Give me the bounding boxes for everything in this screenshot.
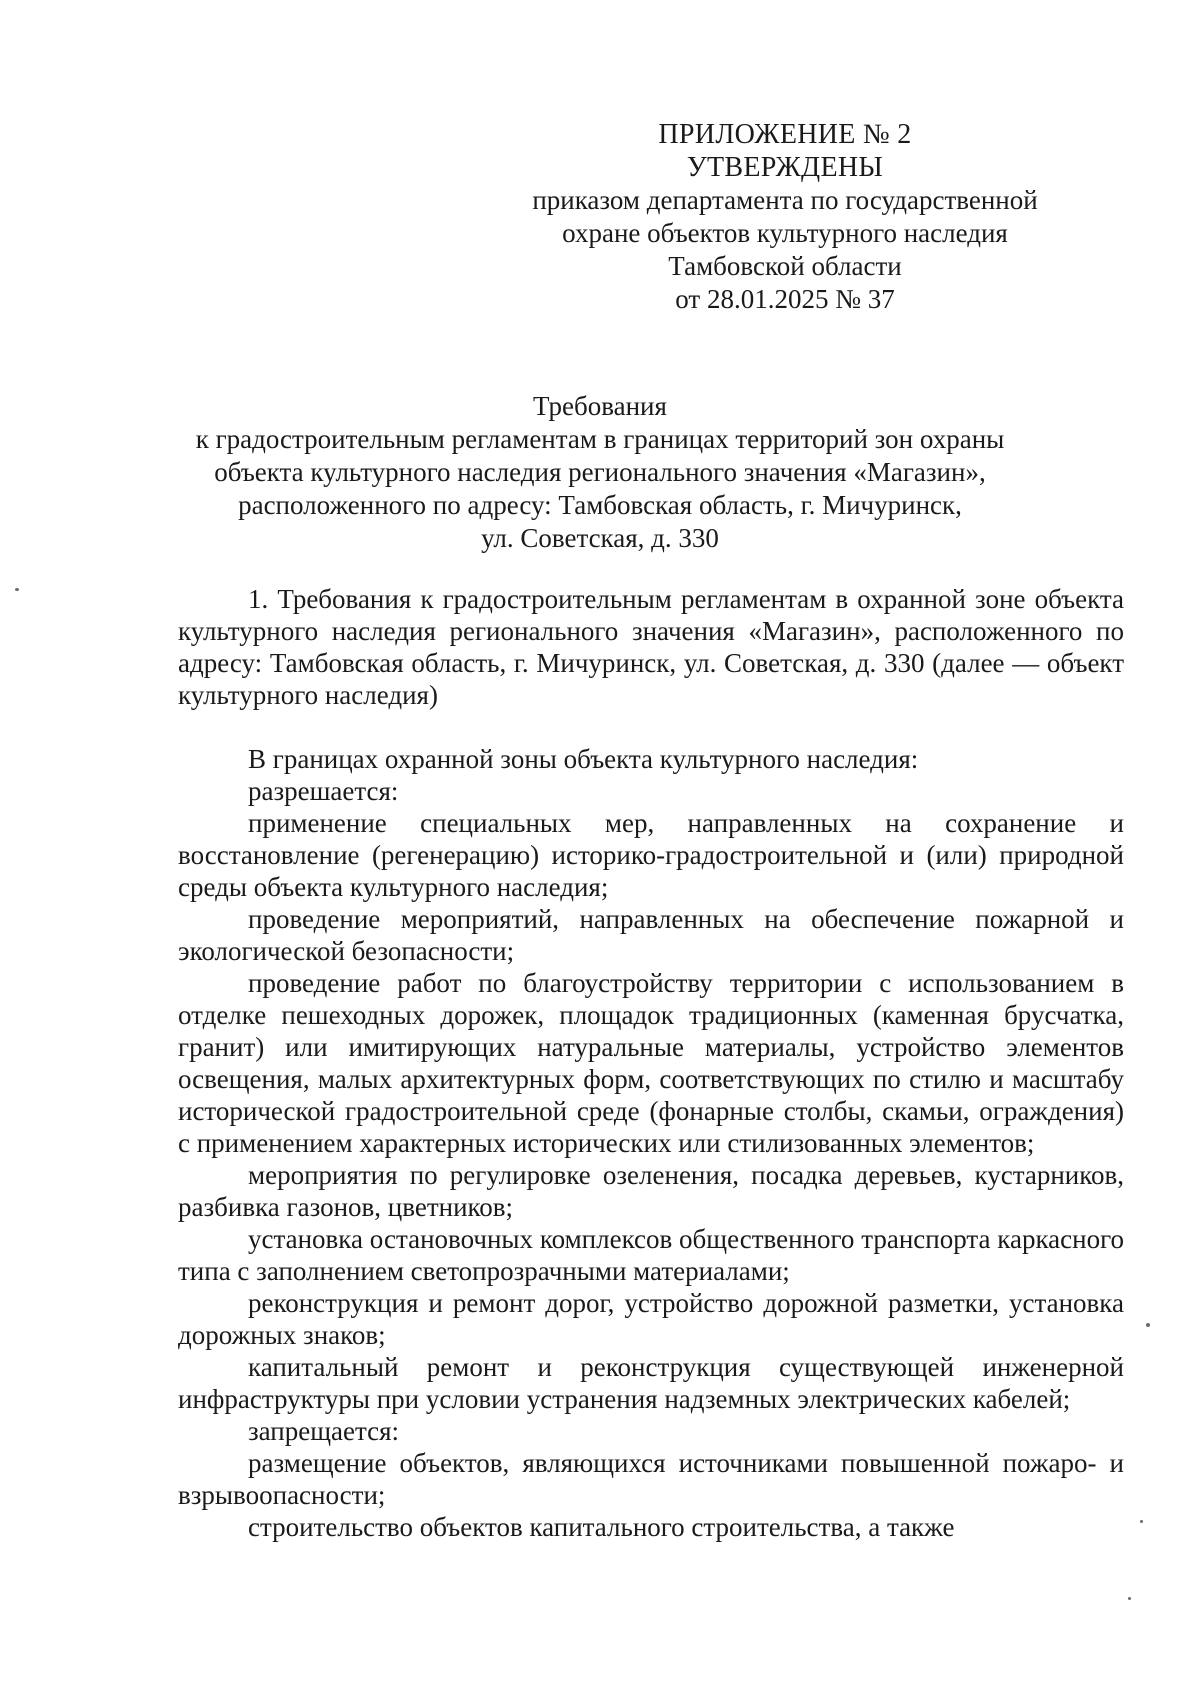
allowed-item: проведение работ по благоустройству территории с использованием в отделке пешеходных дорожек, площадок традиционных (каменная брусчатка, гранит) или имитирующих натуральные материалы, устройство элементов освещения, малых архитектурных форм, соответствующих по стилю и масштабу исторической градостроительной среде (фонарные столбы, скамьи, ограждения) с применением характерных исторических или стилизованных элементов; (178, 968, 1124, 1158)
title-line-3: объекта культурного наследия регионального значения «Магазин», (214, 457, 986, 487)
scan-speck (1140, 1520, 1143, 1523)
title-line-2: к градостроительным регламентам в границах территорий зон охраны (195, 424, 1005, 454)
scan-speck (1128, 1597, 1131, 1600)
scan-speck (15, 588, 19, 591)
forbidden-label: запрещается: (248, 1416, 400, 1446)
annex-number: ПРИЛОЖЕНИЕ № 2 (658, 119, 912, 150)
allowed-item: мероприятия по регулировке озеленения, посадка деревьев, кустарников, разбивка газонов, цветников; (178, 1160, 1124, 1222)
approval-order-line-1: приказом департамента по государственной (532, 185, 1038, 215)
document-body (178, 583, 1124, 1543)
approval-date-number: от 28.01.2025 № 37 (675, 284, 895, 314)
allowed-item: установка остановочных комплексов общественного транспорта каркасного типа с заполнением светопрозрачными материалами; (178, 1224, 1124, 1286)
allowed-item: применение специальных мер, направленных на сохранение и восстановление (регенерацию) историко-градостроительной и (или) природной среды объекта культурного наследия; (178, 808, 1124, 902)
allowed-item: капитальный ремонт и реконструкция существующей инженерной инфраструктуры при условии устранения надземных электрических кабелей; (178, 1352, 1124, 1414)
intro-paragraph: В границах охранной зоны объекта культурного наследия: (248, 744, 919, 774)
approved-label: УТВЕРЖДЕНЫ (686, 152, 884, 183)
document-title (160, 390, 1040, 555)
approval-stamp-block (525, 118, 1045, 316)
section-1-heading: 1. Требования к градостроительным регламентам в охранной зоне объекта культурного наследия регионального значения «Магазин», расположенного по адресу: Тамбовская область, г. Мичуринск, ул. Советская, д. 330 (далее — объект культурного наследия) (178, 584, 1124, 710)
forbidden-item: размещение объектов, являющихся источниками повышенной пожаро- и взрывоопасности; (178, 1448, 1124, 1510)
title-line-5: ул. Советская, д. 330 (481, 523, 719, 553)
approval-order-line-2: охране объектов культурного наследия (562, 218, 1008, 248)
scan-speck (1146, 1323, 1150, 1327)
forbidden-item: строительство объектов капитального строительства, а также (248, 1512, 955, 1542)
title-line-4: расположенного по адресу: Тамбовская область, г. Мичуринск, (238, 490, 962, 520)
title-line-1: Требования (533, 391, 667, 421)
allowed-item: реконструкция и ремонт дорог, устройство дорожной разметки, установка дорожных знаков; (178, 1288, 1124, 1350)
approval-order-line-3: Тамбовской области (668, 251, 902, 281)
allowed-label: разрешается: (248, 776, 399, 806)
allowed-item: проведение мероприятий, направленных на обеспечение пожарной и экологической безопасности; (178, 904, 1124, 966)
